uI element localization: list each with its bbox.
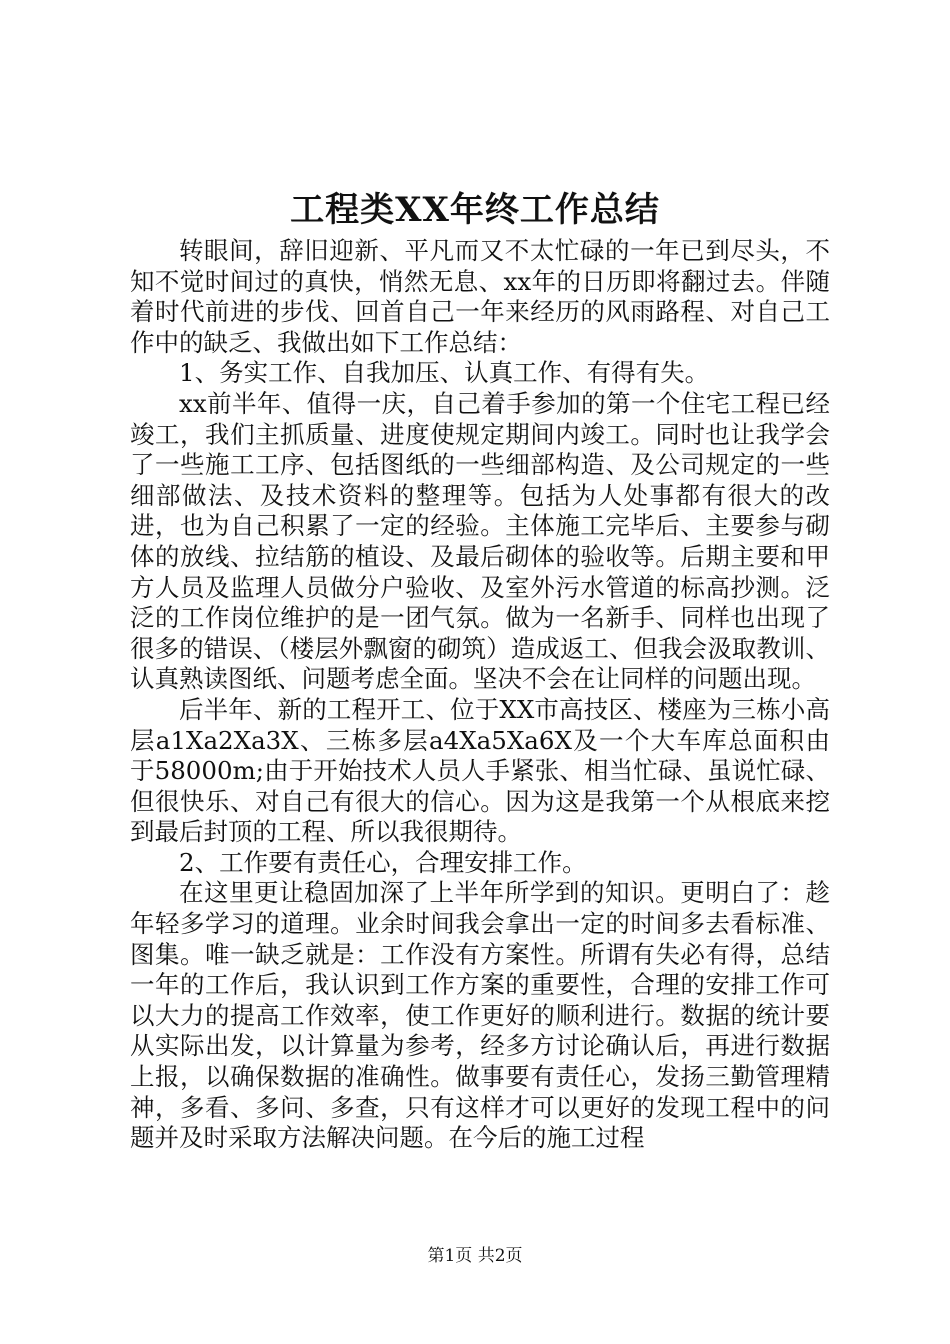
page-footer: 第1页 共2页 <box>427 1246 523 1266</box>
paragraph-first-half: xx前半年、值得一庆，自己着手参加的第一个住宅工程已经竣工，我们主抓质量、进度使规定期间内竣工。同时也让我学会了一些施工工序、包括图纸的一些细部构造、及公司规定的一些细部做法、及技术资料的整理等。包括为人处事都有很大的改进，也为自己积累了一定的经验。主体施工完毕后、主要参与砌体的放线、拉结筋的植设、及最后砌体的验收等。后期主要和甲方人员及监理人员做分户验收、及室外污水管道的标高抄测。泛泛的工作岗位维护的是一团气氛。做为一名新手、同样也出现了很多的错误、（楼层外飘窗的砌筑）造成返工、但我会汲取教训、认真熟读图纸、问题考虑全面。坚决不会在让同样的问题出现。 <box>130 388 830 694</box>
section-heading-2: 2、工作要有责任心，合理安排工作。 <box>179 847 587 877</box>
paragraph-second-half: 后半年、新的工程开工、位于XX市高技区、楼座为三栋小高层a1Xa2Xa3X、三栋多层a4Xa5Xa6X及一个大车库总面积由于58000m;由于开始技术人员人手紧张、相当忙碌、虽说忙碌、但很快乐、对自己有很大的信心。因为这是我第一个从根底来挖到最后封顶的工程、所以我很期待。 <box>130 694 830 847</box>
paragraph-responsibility: 在这里更让稳固加深了上半年所学到的知识。更明白了：趁年轻多学习的道理。业余时间我会拿出一定的时间多去看标准、图集。唯一缺乏就是：工作没有方案性。所谓有失必有得，总结一年的工作后，我认识到工作方案的重要性，合理的安排工作可以大力的提高工作效率，使工作更好的顺利进行。数据的统计要从实际出发，以计算量为参考，经多方讨论确认后，再进行数据上报，以确保数据的准确性。做事要有责任心，发扬三勤管理精神，多看、多问、多查，只有这样才可以更好的发现工程中的问题并及时采取方法解决问题。在今后的施工过程 <box>130 878 830 1153</box>
page-title: 工程类XX年终工作总结 <box>290 190 660 230</box>
document-body <box>130 236 830 1154</box>
section-heading-1: 1、务实工作、自我加压、认真工作、有得有失。 <box>179 358 710 388</box>
paragraph-intro: 转眼间，辞旧迎新、平凡而又不太忙碌的一年已到尽头，不知不觉时间过的真快，悄然无息、xx年的日历即将翻过去。伴随着时代前进的步伐、回首自己一年来经历的风雨路程、对自己工作中的缺乏、我做出如下工作总结： <box>130 236 830 357</box>
